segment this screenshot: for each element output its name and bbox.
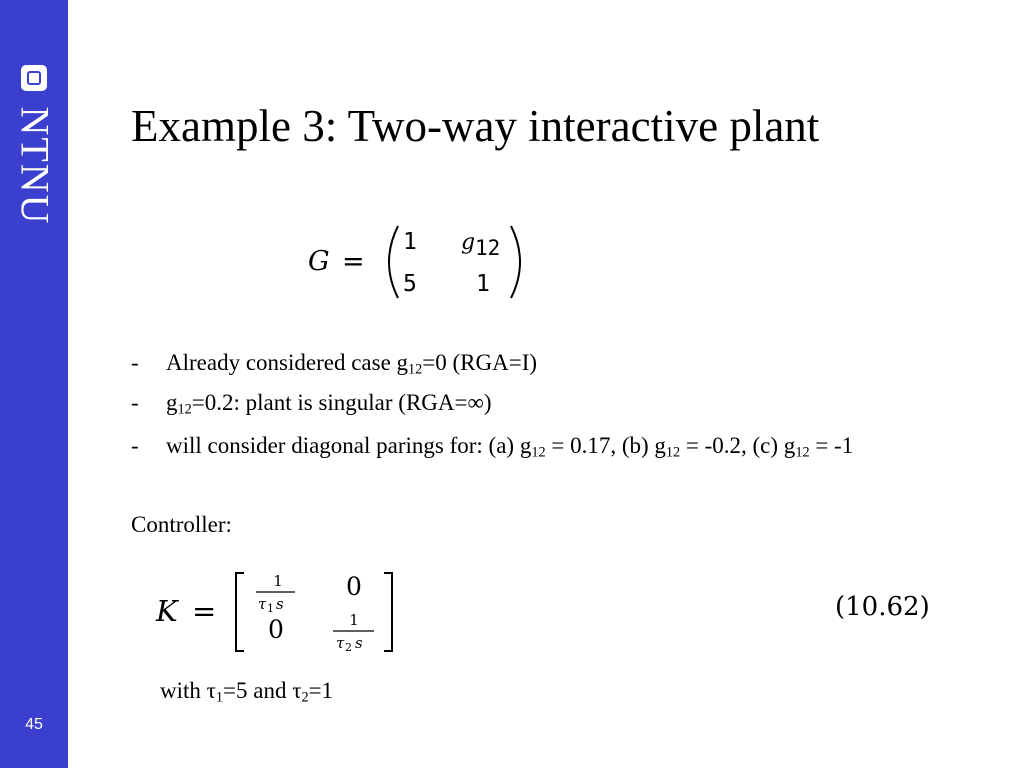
k22-s: s xyxy=(355,634,363,652)
tau-values-line: with $\tau_1=5$ and $\tau_2=1$ xyxy=(160,678,334,706)
k22-tau: τ xyxy=(336,634,345,652)
ntnu-logo-icon xyxy=(21,65,47,91)
sidebar xyxy=(0,0,68,768)
k22-numerator: 1 xyxy=(349,611,359,629)
k11-tau: τ xyxy=(258,595,267,613)
left-paren xyxy=(389,226,398,298)
bullet-1: - Already considered case $g_{12}=0$ (RGA=I) xyxy=(131,350,538,378)
k12-zero: 0 xyxy=(346,572,362,601)
g12-symbol: g xyxy=(461,230,476,255)
g22-cell: 1 xyxy=(476,271,490,297)
controller-matrix xyxy=(150,565,410,660)
controller-label: Controller: xyxy=(131,512,232,537)
plant-symbol: G xyxy=(308,246,330,277)
slide-title: Example 3: Two-way interactive plant xyxy=(131,101,820,151)
k11-s: s xyxy=(276,595,284,613)
bullet-3: - will consider diagonal parings for: (a) $g_{12} = 0.17$, (b) $g_{12} = -0.2$, (c) $g_{12} = -1$ xyxy=(131,433,854,461)
right-bracket xyxy=(384,573,392,651)
left-bracket xyxy=(236,573,244,651)
controller-symbol: K xyxy=(156,594,178,628)
plant-equals: = xyxy=(342,246,365,277)
g21-cell: 5 xyxy=(403,271,417,297)
plant-matrix xyxy=(300,220,540,310)
controller-equals: = xyxy=(192,594,217,628)
k22-tau-subscript: 2 xyxy=(345,641,352,654)
right-paren xyxy=(511,226,520,298)
logo-text: NTNU xyxy=(12,106,58,226)
k11-tau-subscript: 1 xyxy=(267,602,274,615)
page-number: 45 xyxy=(25,716,43,733)
k11-numerator: 1 xyxy=(273,572,283,590)
g11-cell: 1 xyxy=(403,229,417,255)
g12-subscript: 12 xyxy=(475,236,501,260)
k21-zero: 0 xyxy=(268,615,284,644)
bullet-2: - $g_{12}=0.2$: plant is singular (RGA=∞) xyxy=(131,390,492,418)
equation-number: (10.62) xyxy=(835,592,930,622)
